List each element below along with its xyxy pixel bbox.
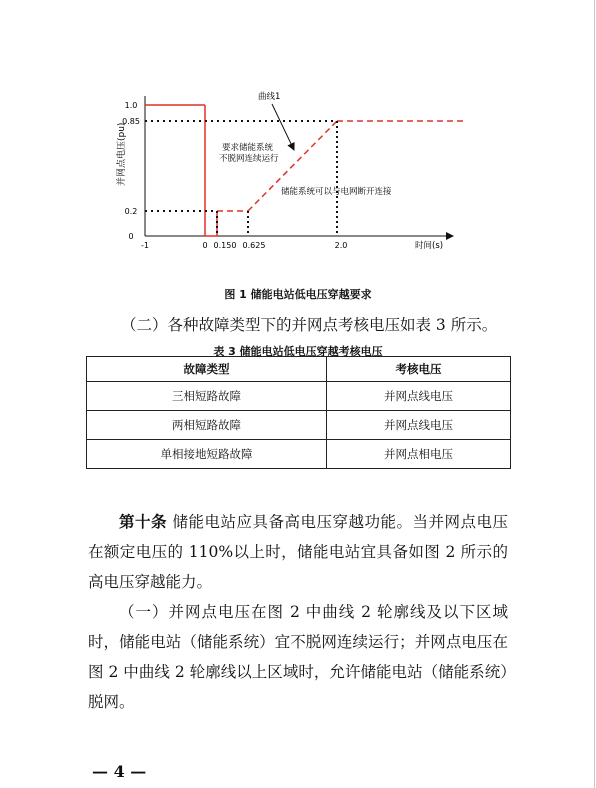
ride-through-paragraph [88, 597, 508, 717]
x-axis-label: 时间(s) [415, 241, 444, 251]
x-tick-label: 0.625 [242, 241, 266, 250]
table-header-fault-type: 故障类型 [87, 357, 327, 382]
y-tick-label: 0.85 [122, 117, 140, 126]
table-cell: 单相接地短路故障 [87, 440, 327, 469]
fault-voltage-table [86, 356, 511, 469]
table-header-row [87, 357, 511, 382]
article-10-text: 储能电站应具备高电压穿越功能。当并网点电压在额定电压的 110%以上时，储能电站宜具备如图 2 所示的高电压穿越能力。 [88, 513, 508, 591]
y-axis-label: 并网点电压(pu) [117, 122, 127, 186]
table-cell: 并网点相电压 [327, 440, 511, 469]
article-10-label: 第十条 [119, 513, 168, 531]
y-tick-label: 1.0 [124, 101, 138, 110]
stay-connected-label-2: 不脱网连续运行 [219, 154, 279, 164]
table-cell: 两相短路故障 [87, 411, 327, 440]
stay-connected-label-1: 要求储能系统 [222, 143, 274, 153]
table-cell: 三相短路故障 [87, 382, 327, 411]
table-row [87, 440, 511, 469]
curve-1-arrow [272, 104, 294, 150]
table-cell: 并网点线电压 [327, 411, 511, 440]
low-voltage-ride-through-chart [0, 0, 596, 280]
fault-type-paragraph: （二）各种故障类型下的并网点考核电压如表 3 所示。 [121, 316, 498, 334]
table-header-voltage: 考核电压 [327, 357, 511, 382]
may-disconnect-label: 储能系统可以与电网断开连接 [281, 187, 392, 197]
ride-through-text: （一）并网点电压在图 2 中曲线 2 轮廓线及以下区域时，储能电站（储能系统）宜不脱网连续运行；并网点电压在图 2 中曲线 2 轮廓线以上区域时，允许储能电站（储能系统）脱网。 [88, 603, 508, 711]
x-tick-label: 2.0 [334, 241, 348, 250]
table-row [87, 411, 511, 440]
article-10 [88, 507, 508, 597]
x-tick-label: 0 [202, 241, 208, 250]
x-axis-arrow [446, 232, 454, 240]
x-tick-label: -1 [141, 241, 149, 250]
table-cell: 并网点线电压 [327, 382, 511, 411]
table-caption: 表 3 储能电站低电压穿越考核电压 [213, 345, 383, 358]
y-tick-label: 0 [128, 232, 134, 241]
table-row [87, 382, 511, 411]
x-tick-label: 0.150 [213, 241, 237, 250]
figure-caption: 图 1 储能电站低电压穿越要求 [224, 288, 372, 301]
page-number: — 4 — [92, 762, 147, 781]
curve-1-label: 曲线1 [258, 92, 281, 102]
curve-segment [248, 121, 337, 211]
y-tick-label: 0.2 [124, 207, 138, 216]
